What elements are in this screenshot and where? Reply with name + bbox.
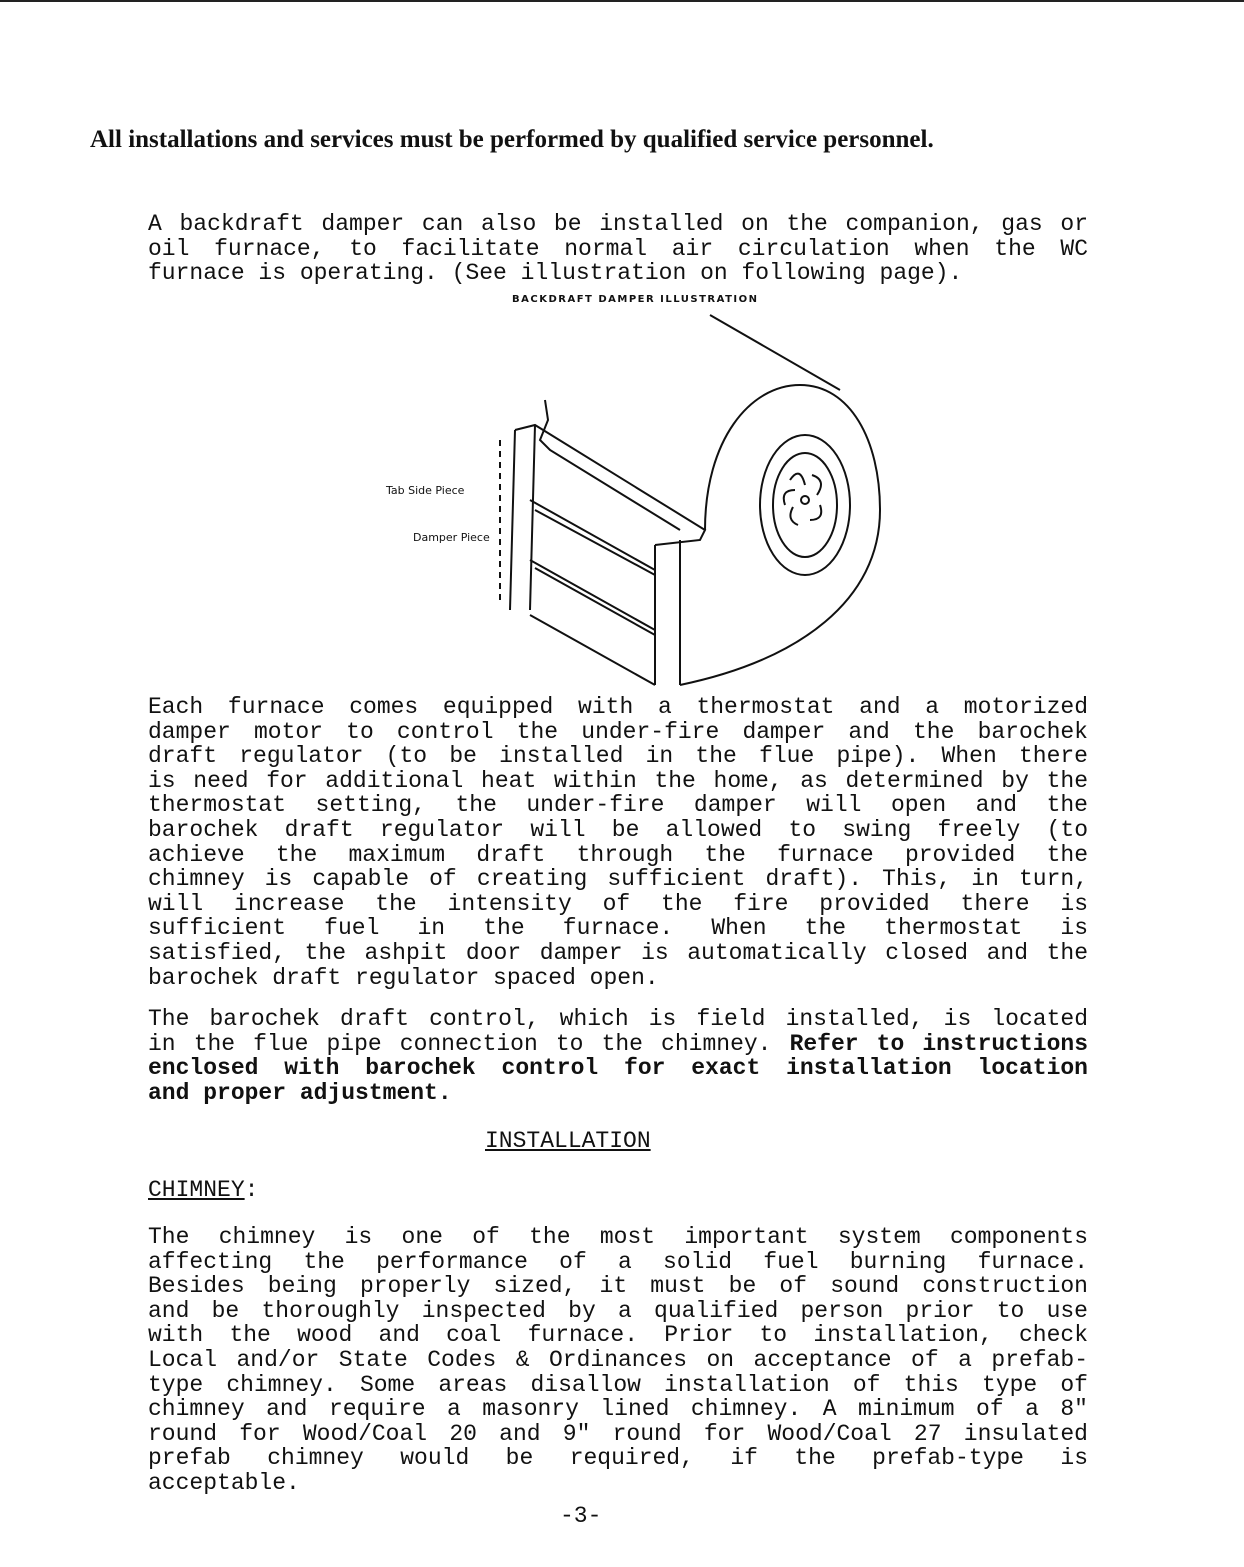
safety-notice: All installations and services must be performed by qualified service personnel. (90, 126, 934, 153)
text-line: oil furnace, to facilitate normal air circulation when the WC (148, 235, 1088, 262)
text-line: draft regulator (to be installed in the flue pipe). When there (148, 743, 1088, 770)
page-number: -3- (560, 1503, 602, 1529)
text-line: barochek draft regulator will be allowed to swing freely (to (148, 816, 1088, 843)
text-line: and be thoroughly inspected by a qualified person prior to use (148, 1297, 1088, 1324)
text-line: barochek draft regulator spaced open. (148, 964, 659, 991)
scan-border (0, 0, 1244, 2)
text-line: A backdraft damper can also be installed on the companion, gas or (148, 211, 1088, 237)
section-title: INSTALLATION (485, 1128, 651, 1154)
text-line: with the wood and coal furnace. Prior to installation, check (148, 1322, 1088, 1349)
text-line: chimney is capable of creating sufficient draft). This, in turn, (148, 866, 1088, 893)
text-line (148, 1032, 1088, 1057)
text-line: The barochek draft control, which is field installed, is located (148, 1006, 1088, 1032)
text-line: will increase the intensity of the fire provided there is (148, 890, 1088, 917)
label-tab-side-piece: Tab Side Piece (386, 484, 465, 497)
text-bold: Refer to instructions (789, 1030, 1088, 1057)
paragraph-backdraft (148, 212, 1088, 286)
paragraph-barochek (148, 1007, 1088, 1105)
text-line: thermostat setting, the under-fire damper will open and the (148, 792, 1088, 819)
text-line: prefab chimney would be required, if the prefab-type is (148, 1445, 1088, 1472)
text-line: The chimney is one of the most important system components (148, 1224, 1088, 1250)
text-line: enclosed with barochek control for exact installation location (148, 1055, 1088, 1082)
text-line: Besides being properly sized, it must be of sound construction (148, 1273, 1088, 1300)
text-line: type chimney. Some areas disallow installation of this type of (148, 1371, 1088, 1398)
text-line: damper motor to control the under-fire damper and the barochek (148, 718, 1088, 745)
text-plain: in the flue pipe connection to the chimney. (148, 1030, 772, 1057)
subsection-title: CHIMNEY (148, 1177, 245, 1203)
text-line: round for Wood/Coal 20 and 9" round for Wood/Coal 27 insulated (148, 1420, 1088, 1447)
subsection-heading (148, 1177, 258, 1203)
paragraph-chimney (148, 1225, 1088, 1496)
text-line: chimney and require a masonry lined chimney. A minimum of a 8" (148, 1396, 1088, 1423)
text-line: acceptable. (148, 1469, 300, 1496)
paragraph-thermostat (148, 695, 1088, 990)
text-line: achieve the maximum draft through the furnace provided the (148, 841, 1088, 868)
text-line: affecting the performance of a solid fuel burning furnace. (148, 1248, 1088, 1275)
label-damper-piece: Damper Piece (413, 531, 490, 544)
text-line: Local and/or State Codes & Ordinances on acceptance of a prefab- (148, 1346, 1088, 1373)
text-line: is need for additional heat within the home, as determined by the (148, 767, 1088, 794)
subsection-suffix: : (244, 1177, 259, 1203)
text-line: sufficient fuel in the furnace. When the thermostat is (148, 915, 1088, 942)
illustration-caption: BACKDRAFT DAMPER ILLUSTRATION (512, 294, 759, 305)
backdraft-damper-illustration (380, 300, 890, 690)
text-line: furnace is operating. (See illustration on following page). (148, 260, 963, 287)
text-line: and proper adjustment. (148, 1079, 452, 1106)
text-line: Each furnace comes equipped with a thermostat and a motorized (148, 694, 1088, 720)
text-line: satisfied, the ashpit door damper is automatically closed and the (148, 939, 1088, 966)
